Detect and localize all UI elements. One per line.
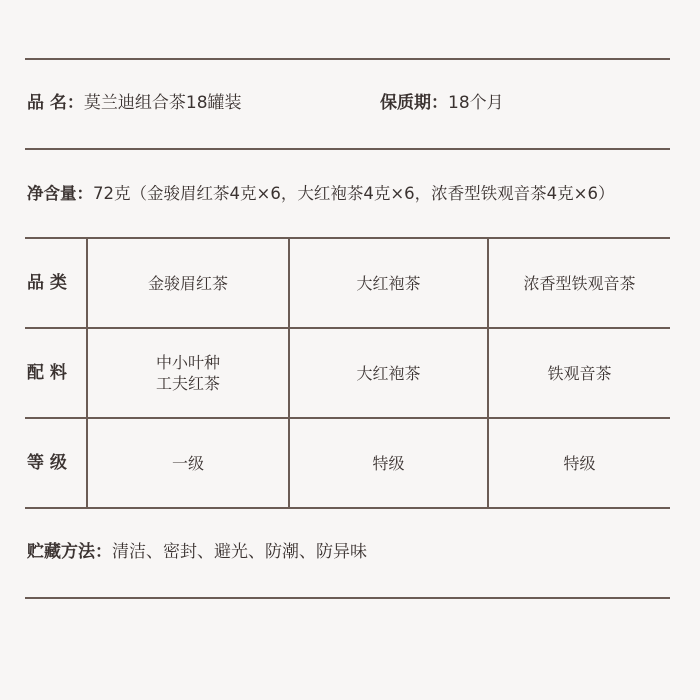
- table-cell: [87, 238, 289, 328]
- storage-value: 清洁、密封、避光、防潮、防异味: [112, 542, 367, 562]
- table-cell: [488, 238, 670, 328]
- table-row: [25, 238, 670, 328]
- row-header-grade: 等 级: [25, 418, 87, 508]
- net-content-row: [27, 183, 614, 205]
- cell-text: 大红袍茶: [356, 363, 421, 383]
- cell-text: 铁观音茶: [547, 363, 612, 383]
- divider-after-name: [25, 148, 670, 150]
- cell-text: 特级: [372, 453, 405, 473]
- table-cell: [488, 328, 670, 418]
- top-divider: [25, 58, 670, 60]
- storage-row: [27, 541, 367, 563]
- shelf-life-label: 保质期：: [380, 93, 448, 113]
- shelf-life-row: [380, 92, 504, 114]
- row-header-category: 品 类: [25, 238, 87, 328]
- row-header-ingredients: 配 料: [25, 328, 87, 418]
- table-cell: [87, 418, 289, 508]
- spec-table: [25, 237, 670, 509]
- table-cell: [488, 418, 670, 508]
- table-cell: [87, 328, 289, 418]
- table-cell: [289, 418, 488, 508]
- storage-label: 贮藏方法：: [27, 542, 112, 562]
- net-content-label: 净含量：: [27, 184, 93, 203]
- net-content-value: 72克（金骏眉红茶4克×6，大红袍茶4克×6，浓香型铁观音茶4克×6）: [93, 184, 615, 203]
- bottom-divider: [25, 597, 670, 599]
- cell-text: 一级: [171, 453, 204, 473]
- cell-text: 大红袍茶: [356, 273, 421, 293]
- shelf-life-value: 18个月: [448, 93, 504, 113]
- cell-text: 中小叶种: [155, 353, 220, 372]
- cell-text: 特级: [563, 453, 596, 473]
- cell-text: 工夫红茶: [155, 374, 220, 393]
- table-row: [25, 418, 670, 508]
- product-name-label: 品 名：: [27, 93, 84, 113]
- cell-text: 浓香型铁观音茶: [523, 273, 636, 293]
- table-row: [25, 328, 670, 418]
- product-name-row: [27, 92, 242, 114]
- product-name-value: 莫兰迪组合茶18罐装: [83, 93, 242, 113]
- cell-text: 金骏眉红茶: [147, 273, 228, 293]
- table-cell: [289, 328, 488, 418]
- table-cell: [289, 238, 488, 328]
